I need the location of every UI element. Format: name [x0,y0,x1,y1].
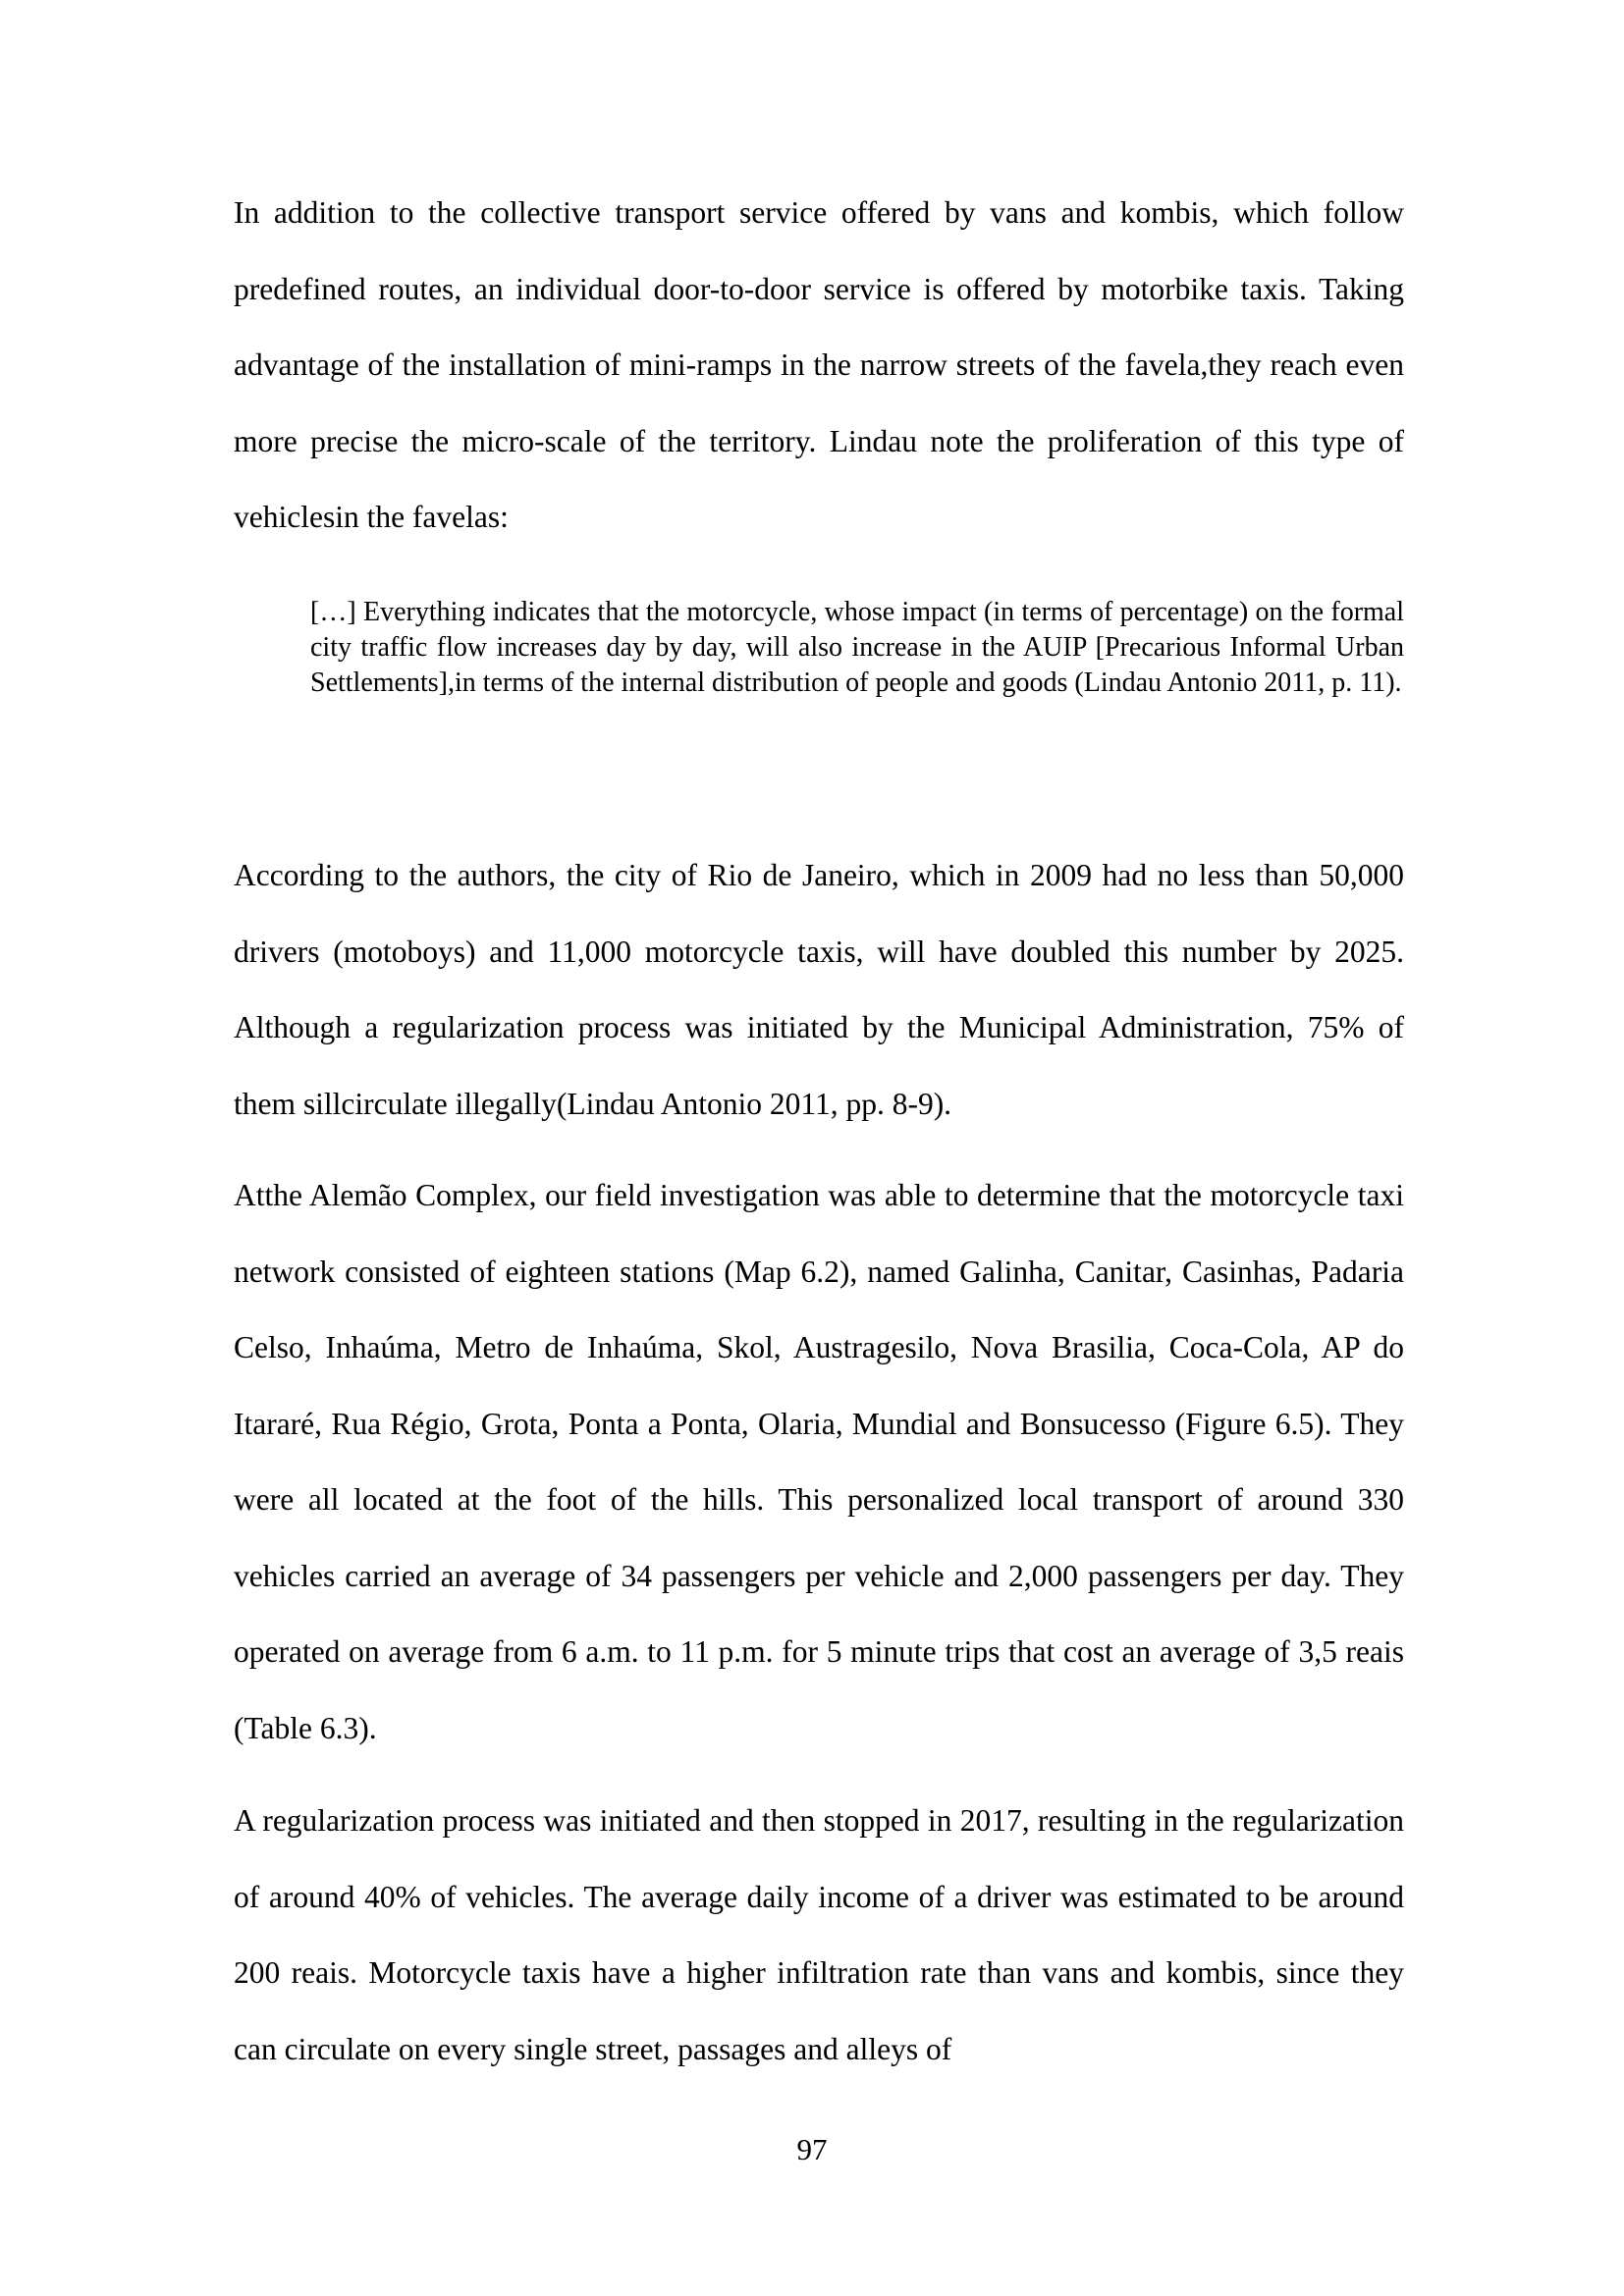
paragraph-rio-statistics: According to the authors, the city of Rio de Janeiro, which in 2009 had no less than 50,000 drivers (motoboys) and 11,000 motorcycle taxis, will have doubled this number by 2025. Although a regularization process was initiated by the Municipal Administration, 75% of them sillcirculate illegally(Lindau Antonio 2011, pp. 8-9). [234,858,1404,1121]
paragraph-regularization: A regularization process was initiated and then stopped in 2017, resulting in the regularization of around 40% of vehicles. The average daily income of a driver was estimated to be around 200 reais. Motorcycle taxis have a higher infiltration rate than vans and kombis, since they can circulate on every single street, passages and alleys of [234,1803,1404,2066]
page-number: 97 [796,2132,828,2166]
block-quote-lindau: […] Everything indicates that the motorcycle, whose impact (in terms of percentage) on the formal city traffic flow increases day by day, will also increase in the AUIP [Precarious Informal Urban Settlements],in terms of the internal distribution of people and goods (Lindau Antonio 2011, p. 11). [310,597,1404,698]
paragraph-alemao-complex: Atthe Alemão Complex, our field investigation was able to determine that the motorcycle taxi network consisted of eighteen stations (Map 6.2), named Galinha, Canitar, Casinhas, Padaria Celso, Inhaúma, Metro de Inhaúma, Skol, Austragesilo, Nova Brasilia, Coca-Cola, AP do Itararé, Rua Régio, Grota, Ponta a Ponta, Olaria, Mundial and Bonsucesso (Figure 6.5). They were all located at the foot of the hills. This personalized local transport of around 330 vehicles carried an average of 34 passengers per vehicle and 2,000 passengers per day. They operated on average from 6 a.m. to 11 p.m. for 5 minute trips that cost an average of 3,5 reais (Table 6.3). [234,1178,1404,1745]
paragraph-motorbike-taxis-intro: In addition to the collective transport service offered by vans and kombis, which follow predefined routes, an individual door-to-door service is offered by motorbike taxis. Taking advantage of the installation of mini-ramps in the narrow streets of the favela,they reach even more precise the micro-scale of the territory. Lindau note the proliferation of this type of vehiclesin the favelas: [234,195,1404,534]
